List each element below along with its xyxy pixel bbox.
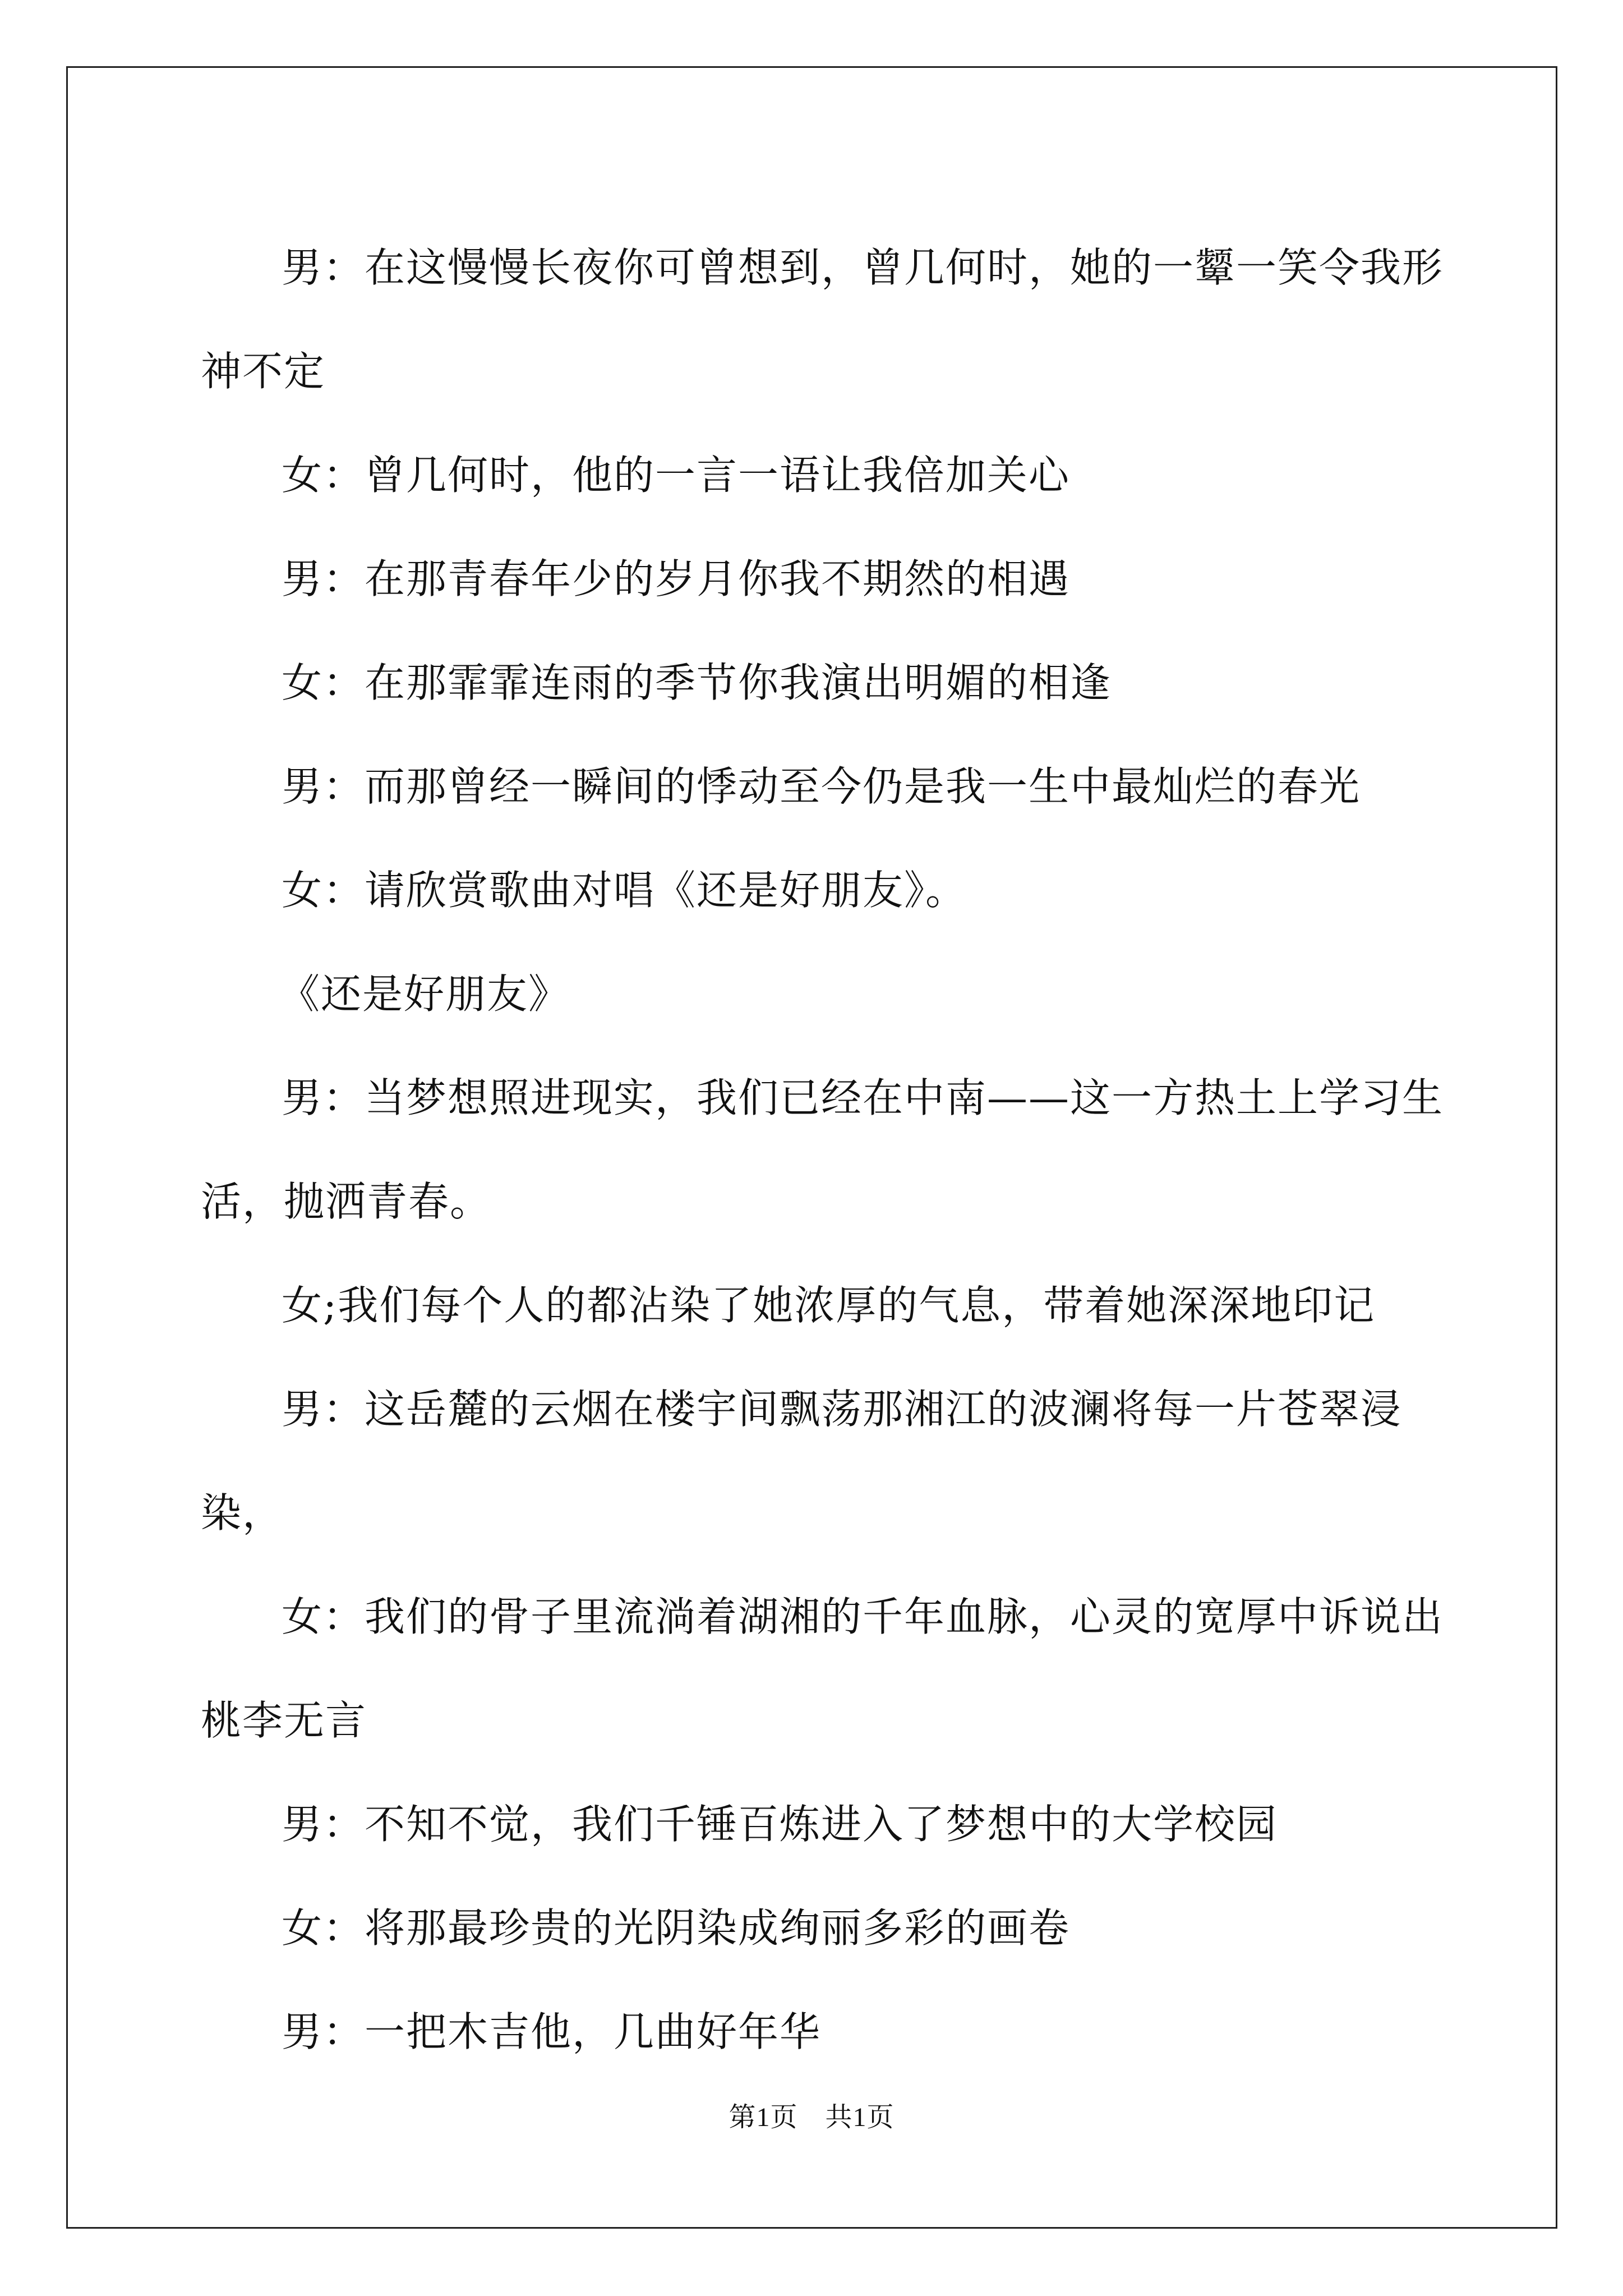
document-body	[201, 216, 1453, 2084]
dialogue-line: 女：请欣赏歌曲对唱《还是好朋友》。	[282, 867, 967, 914]
dialogue-line: 男：当梦想照进现实，我们已经在中南——这一方热土上学习生活，抛洒青春。	[201, 1074, 1444, 1225]
song-title: 《还是好朋友》	[279, 970, 570, 1018]
dialogue-line: 男：在那青春年少的岁月你我不期然的相遇	[282, 555, 1071, 602]
dialogue-line: 女：我们的骨子里流淌着湖湘的千年血脉，心灵的宽厚中诉说出桃李无言	[201, 1593, 1444, 1744]
dialogue-line: 男：这岳麓的云烟在楼宇间飘荡那湘江的波澜将每一片苍翠浸染，	[201, 1386, 1403, 1536]
dialogue-line: 男：一把木吉他，几曲好年华	[282, 2008, 822, 2055]
dialogue-line: 男：不知不觉，我们千锤百炼进入了梦想中的大学校园	[282, 1801, 1278, 1848]
dialogue-line: 女;我们每个人的都沾染了她浓厚的气息，带着她深深地印记	[282, 1282, 1376, 1329]
dialogue-line: 女：曾几何时，他的一言一语让我倍加关心	[282, 452, 1071, 499]
dialogue-line: 女：在那霏霏连雨的季节你我演出明媚的相逢	[282, 659, 1112, 706]
dialogue-line: 男：而那曾经一瞬间的悸动至今仍是我一生中最灿烂的春光	[282, 763, 1361, 810]
page-number: 第1页 共1页	[728, 2102, 895, 2132]
dialogue-line: 女：将那最珍贵的光阴染成绚丽多彩的画卷	[282, 1904, 1071, 1952]
dialogue-line: 男：在这慢慢长夜你可曾想到，曾几何时，她的一颦一笑令我形神不定	[201, 244, 1444, 395]
